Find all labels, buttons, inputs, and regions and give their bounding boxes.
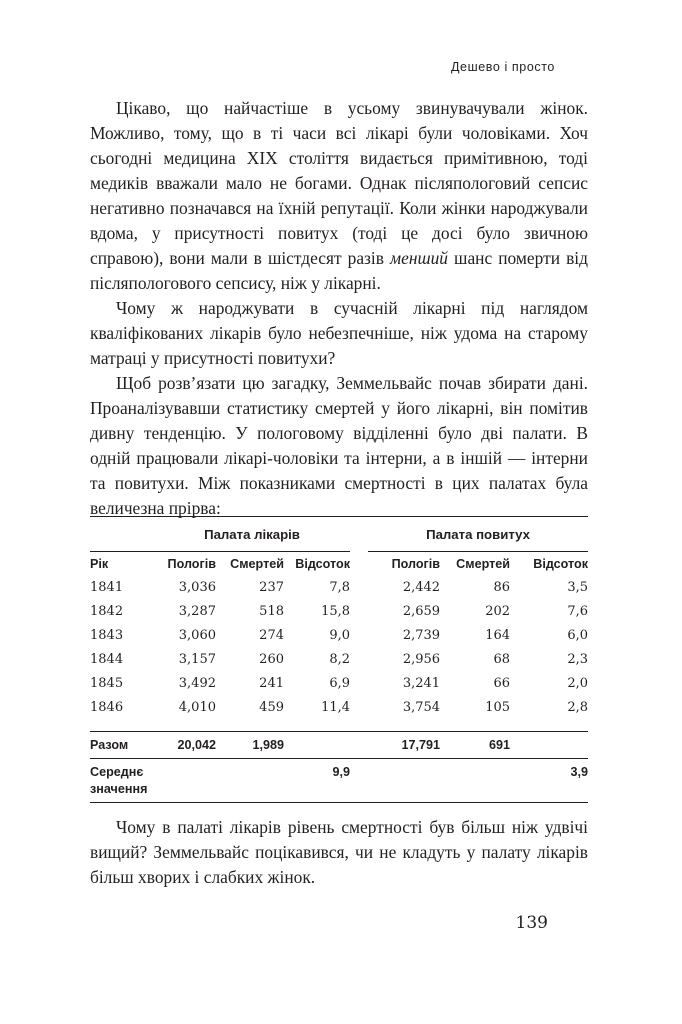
- cell-midwives-births: 2,442: [402, 579, 441, 595]
- total-midwives-deaths: 691: [440, 732, 510, 759]
- total-gap: [350, 732, 368, 759]
- cell-midwives-percent: 2,3: [567, 651, 589, 667]
- col-gap: [350, 552, 368, 576]
- paragraph-4: Чому в палаті лікарів рівень смертності був більш ніж удвічі вищий? Земмельвайс поцікавився, чи не кладуть у палату лікарів більш хворих і слабких жінок.: [90, 817, 588, 887]
- cell-midwives-births: 2,956: [402, 651, 441, 667]
- cell-year: 1846: [90, 699, 124, 715]
- cell-year: 1843: [90, 627, 124, 643]
- cell-midwives-percent: 6,0: [567, 627, 589, 643]
- cell-doctors-percent: 7,8: [329, 579, 351, 595]
- cell-doctors-percent: 11,4: [321, 699, 351, 715]
- cell-doctors-births: 3,036: [178, 579, 216, 595]
- mortality-table: [90, 516, 588, 803]
- cell-doctors-deaths: 518: [259, 603, 284, 619]
- average-blank: [368, 759, 440, 803]
- cell-year: 1844: [90, 651, 124, 667]
- cell-doctors-percent: 15,8: [321, 603, 351, 619]
- table-row: [90, 671, 588, 695]
- cell-midwives-deaths: 68: [493, 651, 511, 667]
- col-percent-doctors: Відсоток: [284, 552, 350, 576]
- table-row: [90, 599, 588, 623]
- cell-midwives-percent: 3,5: [567, 579, 589, 595]
- table-column-header: [90, 552, 588, 576]
- total-doctors-births: 20,042: [154, 732, 216, 759]
- average-doctors-percent: 9,9: [284, 759, 350, 803]
- table-row: [90, 695, 588, 719]
- paragraph-1-tail: шанс померти від післяпологового сепсису, ніж у лікарні.: [90, 248, 588, 293]
- cell-midwives-percent: 2,0: [567, 675, 589, 691]
- col-year: Рік: [90, 552, 154, 576]
- cell-midwives-births: 2,739: [402, 627, 441, 643]
- total-doctors-percent: [284, 732, 350, 759]
- cell-midwives-percent: 2,8: [567, 699, 589, 715]
- col-percent-midwives: Відсоток: [510, 552, 588, 576]
- body-text-bottom: [90, 815, 588, 890]
- cell-midwives-deaths: 202: [485, 603, 511, 619]
- total-midwives-percent: [510, 732, 588, 759]
- cell-doctors-births: 3,287: [178, 603, 216, 619]
- emphasized-word: менший: [390, 248, 448, 268]
- table-spacer: [90, 719, 588, 732]
- cell-gap: [350, 695, 368, 719]
- paragraph-2: Чому ж народжувати в сучасній лікарні під наглядом кваліфікованих лікарів було небезпечніше, ніж удома на старому матраці у присутності повитухи?: [90, 298, 588, 368]
- cell-gap: [350, 623, 368, 647]
- cell-doctors-percent: 8,2: [329, 651, 351, 667]
- table-group-header: [90, 517, 588, 552]
- group-blank: [90, 517, 154, 552]
- cell-gap: [350, 599, 368, 623]
- cell-gap: [350, 647, 368, 671]
- table-row: [90, 575, 588, 599]
- group-gap: [350, 517, 368, 552]
- cell-doctors-births: 3,157: [178, 651, 216, 667]
- cell-midwives-deaths: 105: [485, 699, 511, 715]
- table-row: [90, 623, 588, 647]
- col-deaths-midwives: Смертей: [440, 552, 510, 576]
- cell-doctors-deaths: 260: [259, 651, 284, 667]
- col-births-doctors: Пологів: [154, 552, 216, 576]
- paragraph-1-text: Цікаво, що найчастіше в усьому звинувачували жінок. Можливо, тому, що в ті часи всі лікарі були чоловіками. Хоч сьогодні медицина XIX століття видається примітивною, тоді медиків вважали мало не богами. Однак післяпологовий сепсис негативно позначався на їхній репутації. Коли жінки народжували вдома, у присутності повитух (тоді це досі було звичною справою), вони мали в шістдесят разів: [90, 98, 588, 268]
- group-doctors-ward: Палата лікарів: [154, 517, 350, 552]
- cell-doctors-percent: 6,9: [329, 675, 351, 691]
- paragraph-3: Щоб розв’язати цю загадку, Земмельвайс почав збирати дані. Проаналізувавши статистику смертей у його лікарні, він помітив дивну тенденцію. У пологовому відділенні було дві палати. В одній працювали лікарі-чоловіки та інтерни, а в іншій — інтерни та повитухи. Між показниками смертності в цих палатах була величезна прірва:: [90, 373, 588, 518]
- col-births-midwives: Пологів: [368, 552, 440, 576]
- average-blank: [216, 759, 284, 803]
- group-midwives-ward: Палата повитух: [368, 517, 588, 552]
- average-gap: [350, 759, 368, 803]
- cell-doctors-percent: 9,0: [329, 627, 351, 643]
- cell-midwives-births: 3,241: [402, 675, 441, 691]
- running-header: Дешево і просто: [450, 60, 555, 74]
- cell-gap: [350, 575, 368, 599]
- average-label: Середнє значення: [90, 759, 154, 803]
- cell-doctors-births: 3,492: [178, 675, 216, 691]
- cell-midwives-deaths: 66: [493, 675, 511, 691]
- cell-midwives-deaths: 86: [493, 579, 511, 595]
- cell-doctors-deaths: 241: [259, 675, 284, 691]
- cell-year: 1841: [90, 579, 124, 595]
- page-number: 139: [515, 913, 548, 933]
- cell-doctors-births: 4,010: [178, 699, 216, 715]
- average-blank: [154, 759, 216, 803]
- body-text-top: [90, 96, 588, 521]
- cell-doctors-births: 3,060: [178, 627, 216, 643]
- cell-year: 1842: [90, 603, 124, 619]
- cell-midwives-percent: 7,6: [567, 603, 589, 619]
- cell-doctors-deaths: 459: [259, 699, 284, 715]
- table-total-row: [90, 732, 588, 759]
- cell-gap: [350, 671, 368, 695]
- total-midwives-births: 17,791: [368, 732, 440, 759]
- cell-midwives-births: 2,659: [402, 603, 441, 619]
- col-deaths-doctors: Смертей: [216, 552, 284, 576]
- cell-midwives-deaths: 164: [485, 627, 511, 643]
- total-doctors-deaths: 1,989: [216, 732, 284, 759]
- paragraph-1: [90, 96, 588, 296]
- cell-year: 1845: [90, 675, 124, 691]
- average-blank: [440, 759, 510, 803]
- cell-midwives-births: 3,754: [402, 699, 441, 715]
- table-average-row: [90, 759, 588, 803]
- cell-doctors-deaths: 237: [259, 579, 284, 595]
- table-row: [90, 647, 588, 671]
- cell-doctors-deaths: 274: [259, 627, 284, 643]
- total-label: Разом: [90, 732, 154, 759]
- average-midwives-percent: 3,9: [510, 759, 588, 803]
